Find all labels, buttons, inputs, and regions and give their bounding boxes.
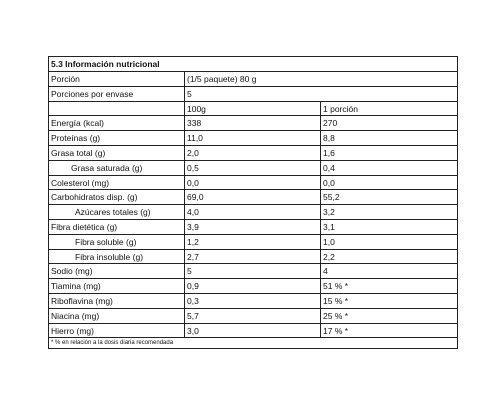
table-row [49, 161, 457, 176]
header-empty-cell [49, 102, 185, 116]
value-100g: 0,3 [185, 294, 321, 308]
value-portion: 15 % * [323, 295, 349, 306]
nutrient-label: Grasa total (g) [49, 146, 185, 160]
table-row [49, 235, 457, 250]
value-100g: 3,9 [185, 220, 321, 234]
value-portion: 0,0 [323, 177, 335, 188]
nutrient-label: Fibra insoluble (g) [49, 250, 185, 264]
servings-label: Porciones por envase [49, 87, 185, 101]
value-100g: 11,0 [185, 131, 321, 145]
nutrient-label: Fibra dietética (g) [49, 220, 185, 234]
nutrient-label: Grasa saturada (g) [49, 161, 185, 175]
table-row [49, 309, 457, 324]
servings-value: 5 [187, 88, 192, 99]
value-portion: 17 % * [323, 325, 349, 336]
value-portion: 2,2 [323, 251, 335, 262]
value-portion: 270 [323, 118, 338, 129]
value-portion: 25 % * [323, 310, 349, 321]
footnote: * % en relación a la dosis diaria recomendada [51, 340, 174, 347]
nutrient-label: Sodio (mg) [49, 264, 185, 278]
table-row [49, 324, 457, 339]
table-row [49, 250, 457, 265]
value-portion: 3,2 [323, 207, 335, 218]
value-100g: 1,2 [185, 235, 321, 249]
value-portion: 3,1 [323, 221, 335, 232]
servings-row [49, 87, 457, 102]
nutrient-label: Colesterol (mg) [49, 176, 185, 190]
value-portion: 1,0 [323, 236, 335, 247]
table-row [49, 131, 457, 146]
table-row [49, 205, 457, 220]
value-100g: 69,0 [185, 190, 321, 204]
column-header-row [49, 102, 457, 117]
header-100g: 100g [185, 102, 321, 116]
portion-row [49, 72, 457, 87]
nutrient-label: Azúcares totales (g) [49, 205, 185, 219]
value-100g: 0,0 [185, 176, 321, 190]
table-row [49, 294, 457, 309]
value-portion: 8,8 [323, 133, 335, 144]
value-100g: 3,0 [185, 324, 321, 338]
value-100g: 4,0 [185, 205, 321, 219]
nutrient-label: Riboflavina (mg) [49, 294, 185, 308]
header-portion: 1 porción [323, 103, 358, 114]
value-100g: 0,5 [185, 161, 321, 175]
value-portion: 55,2 [323, 192, 340, 203]
nutrition-table [48, 56, 458, 349]
value-100g: 2,0 [185, 146, 321, 160]
nutrient-label: Fibra soluble (g) [49, 235, 185, 249]
nutrient-label: Proteínas (g) [49, 131, 185, 145]
value-100g: 338 [185, 116, 321, 130]
value-portion: 4 [323, 266, 328, 277]
nutrient-label: Carbohidratos disp. (g) [49, 190, 185, 204]
portion-label: Porción [49, 72, 185, 86]
value-portion: 1,6 [323, 147, 335, 158]
table-row [49, 279, 457, 294]
value-100g: 5,7 [185, 309, 321, 323]
nutrient-label: Niacina (mg) [49, 309, 185, 323]
table-title: 5.3 Información nutricional [49, 57, 457, 72]
table-row [49, 146, 457, 161]
table-row [49, 176, 457, 191]
value-portion: 0,4 [323, 162, 335, 173]
value-100g: 0,9 [185, 279, 321, 293]
value-portion: 51 % * [323, 281, 349, 292]
nutrient-label: Hierro (mg) [49, 324, 185, 338]
value-100g: 5 [185, 264, 321, 278]
table-row [49, 264, 457, 279]
table-row [49, 190, 457, 205]
nutrient-label: Tiamina (mg) [49, 279, 185, 293]
portion-value: (1/5 paquete) 80 g [187, 74, 257, 84]
nutrient-label: Energía (kcal) [49, 116, 185, 130]
table-row [49, 220, 457, 235]
table-row [49, 116, 457, 131]
value-100g: 2,7 [185, 250, 321, 264]
